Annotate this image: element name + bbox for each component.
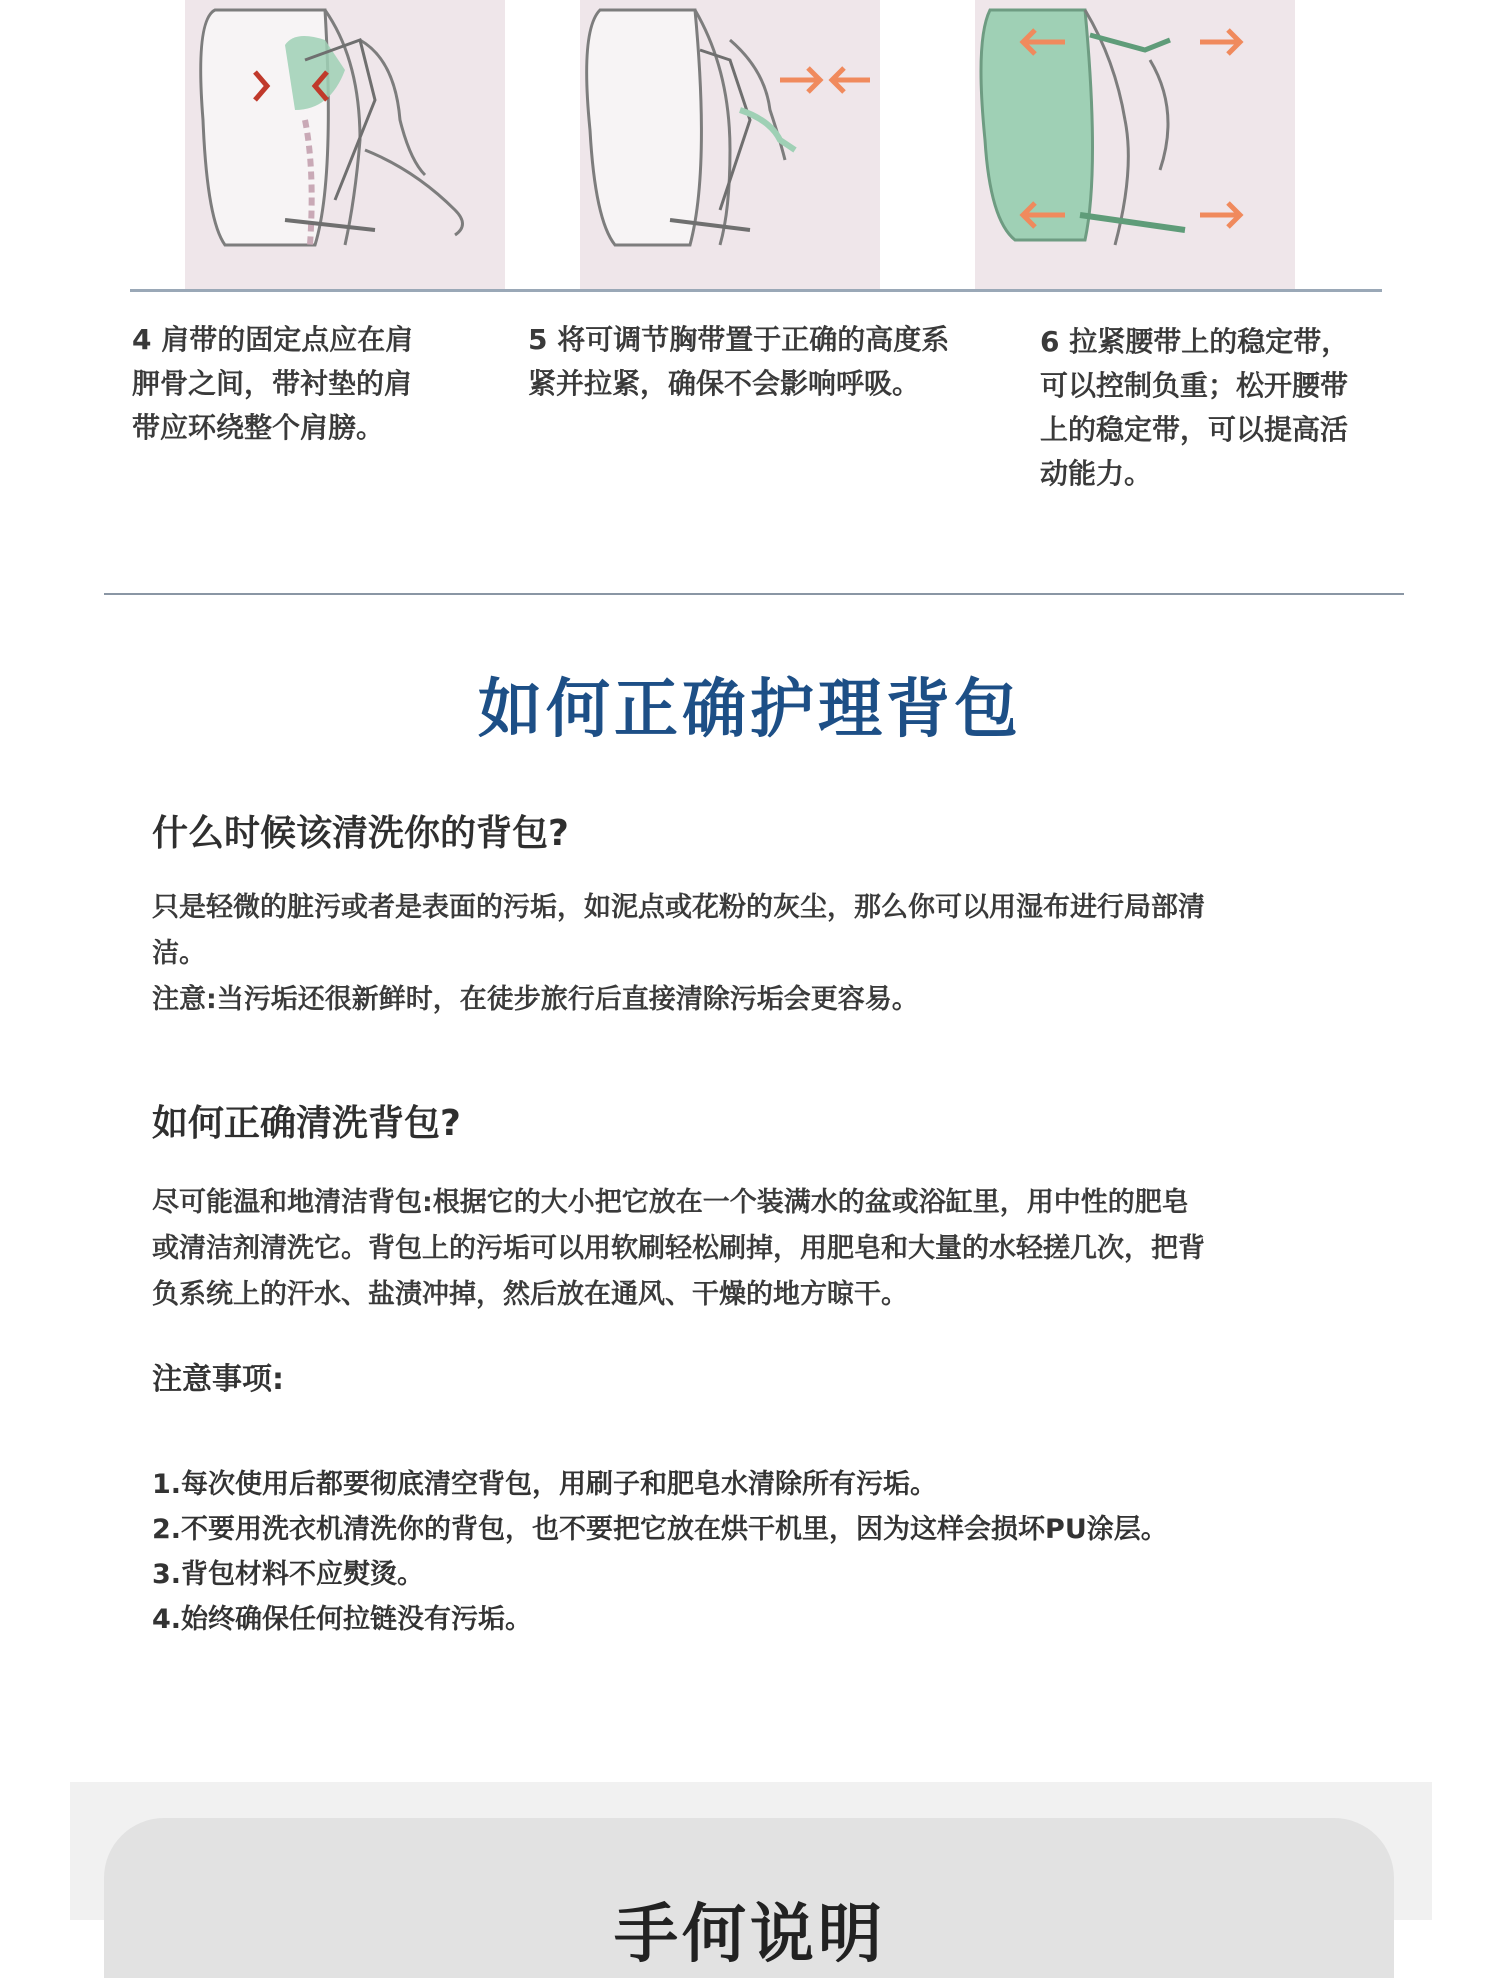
note-item: 2.不要用洗衣机清洗你的背包，也不要把它放在烘干机里，因为这样会损坏PU涂层。 (152, 1514, 1168, 1545)
para-line: 或清洁剂清洗它。背包上的污垢可以用软刷轻松刷掉，用肥皂和大量的水轻搓几次，把背 (152, 1233, 1205, 1264)
illustration-divider (130, 289, 1382, 292)
para-line: 注意:当污垢还很新鲜时，在徒步旅行后直接清除污垢会更容易。 (152, 984, 919, 1015)
next-section-title: 手何说明 (614, 1898, 886, 1972)
para-line: 洁。 (152, 938, 206, 969)
para-line: 负系统上的汗水、盐渍冲掉，然后放在通风、干燥的地方晾干。 (152, 1279, 908, 1310)
step-caption-6 (1040, 320, 1440, 496)
when-to-clean-text (152, 885, 1372, 1023)
note-item: 3.背包材料不应熨烫。 (152, 1559, 425, 1590)
caption-line: 6 拉紧腰带上的稳定带， (1040, 325, 1350, 358)
step-caption-5 (528, 318, 1018, 406)
caption-line: 胛骨之间，带衬垫的肩 (132, 367, 413, 400)
caption-line: 可以控制负重；松开腰带 (1040, 369, 1349, 402)
caption-line: 紧并拉紧，确保不会影响呼吸。 (528, 367, 921, 400)
how-to-clean-text (152, 1180, 1372, 1318)
care-section-title: 如何正确护理背包 (478, 673, 1022, 747)
note-item: 1.每次使用后都要彻底清空背包，用刷子和肥皂水清除所有污垢。 (152, 1469, 938, 1500)
when-to-clean-heading: 什么时候该清洗你的背包? (152, 813, 569, 854)
step-caption-4 (132, 318, 512, 450)
para-line: 尽可能温和地清洁背包:根据它的大小把它放在一个装满水的盆或浴缸里，用中性的肥皂 (152, 1187, 1189, 1218)
chest-strap-illustration (580, 0, 880, 290)
caption-line: 动能力。 (1040, 457, 1153, 490)
note-item: 4.始终确保任何拉链没有污垢。 (152, 1604, 533, 1635)
hip-belt-stabilizer-illustration (975, 0, 1295, 290)
notes-heading: 注意事项: (152, 1362, 284, 1397)
section-divider (104, 593, 1404, 595)
how-to-clean-heading: 如何正确清洗背包? (152, 1103, 461, 1144)
notes-list (152, 1462, 1372, 1642)
caption-line: 带应环绕整个肩膀。 (132, 411, 385, 444)
caption-line: 4 肩带的固定点应在肩 (132, 323, 414, 356)
shoulder-strap-illustration (185, 0, 505, 290)
caption-line: 上的稳定带，可以提高活 (1040, 413, 1349, 446)
para-line: 只是轻微的脏污或者是表面的污垢，如泥点或花粉的灰尘，那么你可以用湿布进行局部清 (152, 892, 1205, 923)
caption-line: 5 将可调节胸带置于正确的高度系 (528, 323, 950, 356)
